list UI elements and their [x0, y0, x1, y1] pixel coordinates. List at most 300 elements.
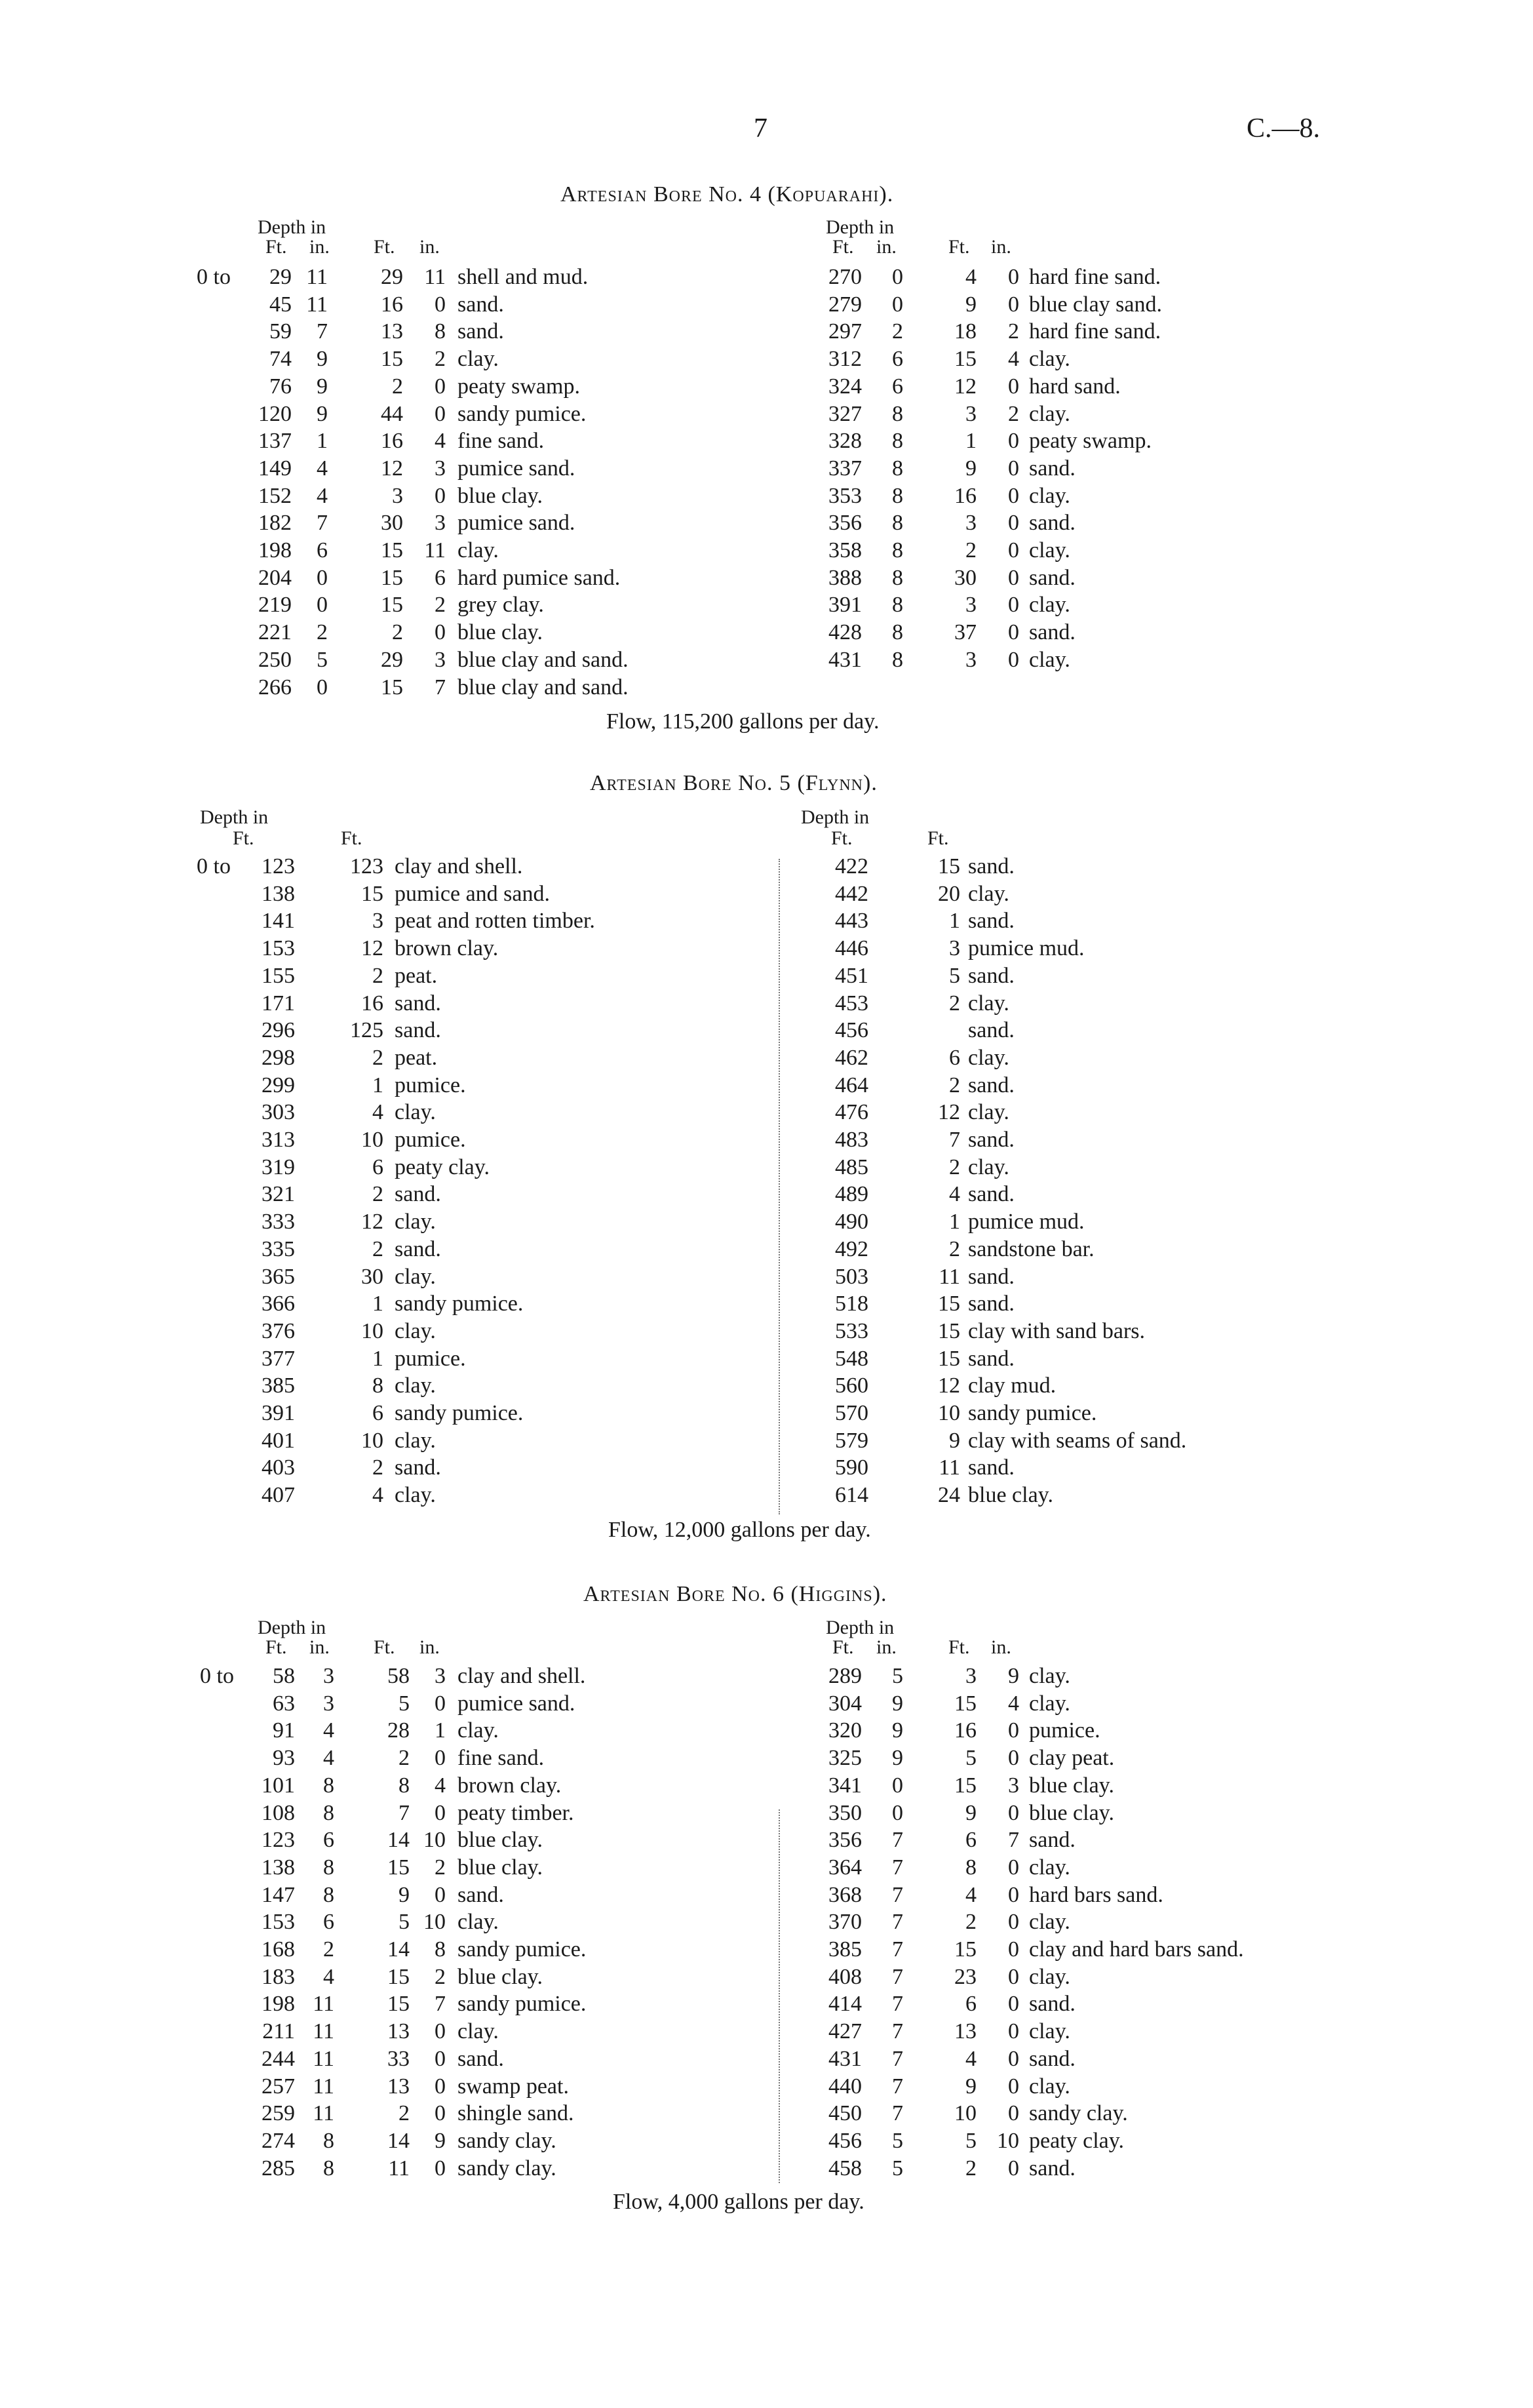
thickness-feet: 10 — [361, 1318, 383, 1343]
thickness-inches: 7 — [435, 1992, 446, 2017]
depth-feet: 313 — [262, 1128, 295, 1152]
bore6-right-header-thick-in: in. — [991, 1636, 1011, 1658]
bore6-left-header-in: in. — [309, 1636, 330, 1658]
depth-feet: 123 — [262, 1828, 295, 1853]
depth-inches: 6 — [317, 538, 328, 563]
stratum-description: clay and shell. — [395, 854, 523, 878]
thickness-feet: 3 — [372, 909, 383, 934]
stratum-description: peaty clay. — [1029, 2128, 1125, 2153]
thickness-feet: 16 — [381, 292, 403, 317]
stratum-description: clay. — [457, 347, 499, 372]
thickness-feet: 1 — [949, 1210, 960, 1234]
table-row — [0, 2074, 1533, 2102]
thickness-inches: 8 — [435, 1937, 446, 1962]
thickness-inches: 9 — [1008, 1664, 1019, 1688]
thickness-inches: 0 — [1008, 538, 1019, 563]
depth-feet: 403 — [262, 1455, 295, 1480]
thickness-feet: 10 — [361, 1428, 383, 1453]
thickness-feet: 16 — [361, 991, 383, 1016]
bore4-right-header-in: in. — [876, 236, 897, 258]
thickness-feet: 11 — [388, 2156, 410, 2181]
stratum-description: blue clay. — [457, 620, 543, 645]
depth-feet: 489 — [835, 1182, 868, 1207]
depth-feet: 391 — [262, 1401, 295, 1425]
bore4-right-header-thick-ft: Ft. — [948, 236, 970, 258]
depth-inches: 8 — [323, 1800, 334, 1825]
stratum-description: sandy pumice. — [395, 1401, 524, 1425]
stratum-description: clay. — [1029, 1964, 1070, 1989]
depth-feet: 259 — [262, 2101, 295, 2126]
stratum-description: sand. — [968, 1073, 1015, 1097]
stratum-description: clay. — [395, 1373, 436, 1398]
depth-feet: 155 — [262, 963, 295, 988]
depth-feet: 353 — [828, 483, 862, 508]
thickness-feet: 6 — [965, 1828, 977, 1853]
thickness-feet: 3 — [965, 1664, 977, 1688]
depth-feet: 579 — [835, 1428, 868, 1453]
stratum-description: sandy pumice. — [395, 1292, 524, 1316]
thickness-inches: 4 — [435, 1773, 446, 1798]
thickness-feet: 15 — [381, 675, 403, 700]
depth-feet: 182 — [258, 511, 292, 536]
table-row — [0, 347, 1533, 374]
table-row — [0, 1937, 1533, 1965]
stratum-description: pumice. — [1029, 1718, 1100, 1743]
table-row — [0, 2129, 1533, 2156]
depth-inches: 7 — [892, 2074, 903, 2099]
thickness-feet: 2 — [398, 1746, 410, 1771]
depth-feet: 450 — [828, 2101, 862, 2126]
depth-feet: 152 — [258, 483, 292, 508]
depth-feet: 492 — [835, 1236, 868, 1261]
stratum-description: sand. — [395, 1455, 441, 1480]
thickness-inches: 0 — [1008, 1964, 1019, 1989]
thickness-inches: 0 — [1008, 2046, 1019, 2071]
stratum-description: pumice mud. — [968, 936, 1085, 961]
thickness-feet: 12 — [361, 1210, 383, 1234]
table-row — [0, 1691, 1533, 1719]
thickness-feet: 15 — [938, 1346, 960, 1371]
stratum-description: sand. — [457, 319, 504, 344]
table-row — [0, 1801, 1533, 1828]
depth-feet: 407 — [262, 1483, 295, 1508]
depth-feet: 366 — [262, 1292, 295, 1316]
thickness-inches: 2 — [435, 1855, 446, 1880]
depth-feet: 171 — [262, 991, 295, 1016]
thickness-feet: 2 — [965, 538, 977, 563]
thickness-inches: 0 — [1008, 647, 1019, 672]
bore6-title-suffix: ). — [872, 1582, 887, 1606]
depth-inches: 5 — [892, 2128, 903, 2153]
stratum-description: peaty clay. — [395, 1155, 490, 1179]
stratum-description: pumice. — [395, 1128, 466, 1152]
stratum-description: clay. — [1029, 2074, 1070, 2099]
thickness-feet: 3 — [949, 936, 960, 961]
stratum-description: sandy clay. — [457, 2128, 556, 2153]
depth-feet: 341 — [828, 1773, 862, 1798]
stratum-description: clay. — [395, 1483, 436, 1508]
table-row — [0, 854, 1533, 882]
thickness-feet: 15 — [938, 1292, 960, 1316]
stratum-description: clay peat. — [1029, 1746, 1115, 1771]
depth-feet: 153 — [262, 1910, 295, 1935]
thickness-inches: 7 — [1008, 1828, 1019, 1853]
stratum-description: fine sand. — [457, 429, 545, 454]
thickness-inches: 0 — [1008, 429, 1019, 454]
thickness-feet: 14 — [387, 2128, 410, 2153]
table-row — [0, 1429, 1533, 1456]
thickness-feet: 8 — [372, 1373, 383, 1398]
stratum-description: clay. — [395, 1100, 436, 1125]
thickness-feet: 2 — [398, 2101, 410, 2126]
thickness-feet: 10 — [938, 1401, 960, 1425]
depth-feet: 428 — [828, 620, 862, 645]
stratum-description: sand. — [968, 1346, 1015, 1371]
depth-inches: 8 — [323, 2156, 334, 2181]
stratum-description: shell and mud. — [457, 265, 589, 289]
depth-feet: 490 — [835, 1210, 868, 1234]
depth-feet: 385 — [262, 1373, 295, 1398]
bore4-first-prefix: 0 to — [197, 265, 231, 289]
depth-feet: 298 — [262, 1045, 295, 1070]
bore4-title-name: Kopuarahi — [775, 182, 880, 207]
depth-inches: 11 — [313, 2019, 334, 2044]
thickness-feet: 2 — [965, 2156, 977, 2181]
thickness-feet: 3 — [965, 401, 977, 426]
stratum-description: sand. — [1029, 565, 1076, 590]
depth-feet: 408 — [828, 1964, 862, 1989]
thickness-feet: 10 — [361, 1128, 383, 1152]
stratum-description: swamp peat. — [457, 2074, 569, 2099]
stratum-description: clay and hard bars sand. — [1029, 1937, 1244, 1962]
depth-feet: 337 — [828, 456, 862, 481]
thickness-feet: 15 — [954, 347, 977, 372]
stratum-description: pumice and sand. — [395, 881, 550, 906]
stratum-description: hard sand. — [1029, 374, 1121, 399]
stratum-description: brown clay. — [457, 1773, 562, 1798]
stratum-description: sand. — [1029, 511, 1076, 536]
depth-feet: 59 — [269, 319, 292, 344]
depth-feet: 257 — [262, 2074, 295, 2099]
depth-feet: 456 — [828, 2128, 862, 2153]
depth-feet: 365 — [262, 1264, 295, 1289]
depth-inches: 5 — [892, 1664, 903, 1688]
depth-feet: 327 — [828, 401, 862, 426]
depth-inches: 11 — [313, 2074, 334, 2099]
stratum-description: sandy pumice. — [457, 1992, 587, 2017]
thickness-inches: 0 — [1008, 292, 1019, 317]
thickness-inches: 11 — [424, 265, 446, 289]
stratum-description: sandy clay. — [1029, 2101, 1128, 2126]
depth-inches: 5 — [892, 2156, 903, 2181]
table-row — [0, 1664, 1533, 1691]
thickness-feet: 4 — [949, 1182, 960, 1207]
thickness-feet: 6 — [372, 1401, 383, 1425]
depth-feet: 299 — [262, 1073, 295, 1097]
stratum-description: sand. — [1029, 1992, 1076, 2017]
depth-feet: 244 — [262, 2046, 295, 2071]
thickness-feet: 30 — [361, 1264, 383, 1289]
table-row — [0, 1965, 1533, 1992]
table-row — [0, 2047, 1533, 2074]
thickness-feet: 7 — [398, 1800, 410, 1825]
depth-feet: 270 — [828, 265, 862, 289]
thickness-inches: 0 — [435, 2019, 446, 2044]
thickness-feet: 5 — [965, 2128, 977, 2153]
stratum-description: sand. — [457, 292, 504, 317]
depth-feet: 304 — [828, 1691, 862, 1716]
depth-feet: 74 — [269, 347, 292, 372]
depth-inches: 8 — [892, 429, 903, 454]
thickness-feet: 13 — [381, 319, 403, 344]
bore4-left-header-thick-in: in. — [419, 236, 440, 258]
depth-inches: 5 — [317, 647, 328, 672]
thickness-inches: 4 — [1008, 347, 1019, 372]
stratum-description: clay. — [457, 1718, 499, 1743]
stratum-description: sandy clay. — [457, 2156, 556, 2181]
depth-inches: 7 — [892, 1882, 903, 1907]
bore4-left-header-ft: Ft. — [265, 236, 287, 258]
depth-feet: 614 — [835, 1483, 868, 1508]
thickness-inches: 2 — [435, 1964, 446, 1989]
table-row — [0, 1773, 1533, 1801]
depth-feet: 431 — [828, 647, 862, 672]
stratum-description: blue clay. — [457, 1855, 543, 1880]
depth-feet: 451 — [835, 963, 868, 988]
depth-feet: 219 — [258, 593, 292, 618]
depth-feet: 211 — [262, 2019, 295, 2044]
table-row — [0, 511, 1533, 538]
depth-inches: 8 — [892, 483, 903, 508]
depth-feet: 476 — [835, 1100, 868, 1125]
bore4-right-header-depth: Depth in — [826, 216, 895, 238]
stratum-description: sand. — [1029, 456, 1076, 481]
stratum-description: fine sand. — [457, 1746, 545, 1771]
stratum-description: sand. — [968, 1292, 1015, 1316]
bore6-left-header-ft: Ft. — [265, 1636, 287, 1658]
table-row — [0, 1128, 1533, 1155]
stratum-description: blue clay. — [457, 483, 543, 508]
thickness-inches: 0 — [1008, 2156, 1019, 2181]
thickness-inches: 0 — [1008, 1910, 1019, 1935]
thickness-inches: 0 — [1008, 2074, 1019, 2099]
thickness-inches: 0 — [435, 2046, 446, 2071]
thickness-feet: 3 — [965, 593, 977, 618]
depth-inches: 7 — [892, 2101, 903, 2126]
bore5-first-prefix: 0 to — [197, 854, 231, 878]
depth-inches: 0 — [317, 675, 328, 700]
table-row — [0, 2156, 1533, 2184]
table-row — [0, 1483, 1533, 1510]
thickness-inches: 3 — [435, 647, 446, 672]
thickness-feet: 2 — [392, 620, 403, 645]
stratum-description: sand. — [968, 1455, 1015, 1480]
table-row — [0, 1855, 1533, 1883]
stratum-description: pumice mud. — [968, 1210, 1085, 1234]
thickness-feet: 29 — [381, 647, 403, 672]
thickness-inches: 1 — [435, 1718, 446, 1743]
document-reference: C.—8. — [1247, 113, 1321, 144]
thickness-feet: 15 — [381, 347, 403, 372]
table-row — [0, 265, 1533, 292]
thickness-feet: 9 — [949, 1428, 960, 1453]
thickness-feet: 16 — [954, 1718, 977, 1743]
depth-inches: 0 — [317, 565, 328, 590]
thickness-feet: 15 — [387, 1992, 410, 2017]
depth-inches: 7 — [892, 1828, 903, 1853]
stratum-description: clay. — [395, 1264, 436, 1289]
stratum-description: pumice. — [395, 1073, 466, 1097]
depth-inches: 7 — [317, 511, 328, 536]
table-row — [0, 675, 1533, 703]
stratum-description: blue clay and sand. — [457, 647, 629, 672]
bore6-title-prefix: Artesian Bore No. 6 ( — [583, 1582, 799, 1606]
depth-feet: 483 — [835, 1128, 868, 1152]
stratum-description: clay. — [1029, 483, 1070, 508]
stratum-description: sand. — [395, 1182, 441, 1207]
thickness-feet: 2 — [949, 1073, 960, 1097]
stratum-description: sandstone bar. — [968, 1236, 1095, 1261]
thickness-feet: 12 — [938, 1373, 960, 1398]
bore6-right-header-thick-ft: Ft. — [948, 1636, 970, 1658]
depth-feet: 312 — [828, 347, 862, 372]
thickness-feet: 33 — [387, 2046, 410, 2071]
depth-feet: 350 — [828, 1800, 862, 1825]
thickness-inches: 0 — [1008, 1800, 1019, 1825]
thickness-feet: 15 — [387, 1964, 410, 1989]
thickness-feet: 15 — [938, 854, 960, 878]
thickness-feet: 16 — [954, 483, 977, 508]
stratum-description: clay. — [1029, 1691, 1070, 1716]
stratum-description: clay and shell. — [457, 1664, 586, 1688]
bore5-left-header-depth: Depth in — [200, 806, 269, 828]
stratum-description: pumice sand. — [457, 456, 575, 481]
stratum-description: blue clay. — [1029, 1773, 1114, 1798]
thickness-feet: 9 — [965, 292, 977, 317]
stratum-description: grey clay. — [457, 593, 544, 618]
stratum-description: blue clay. — [457, 1964, 543, 1989]
table-row — [0, 566, 1533, 593]
thickness-inches: 0 — [435, 401, 446, 426]
thickness-feet: 7 — [949, 1128, 960, 1152]
depth-inches: 7 — [892, 2046, 903, 2071]
stratum-description: clay with seams of sand. — [968, 1428, 1187, 1453]
depth-feet: 123 — [262, 854, 295, 878]
depth-feet: 364 — [828, 1855, 862, 1880]
depth-inches: 11 — [306, 265, 328, 289]
depth-feet: 385 — [828, 1937, 862, 1962]
depth-inches: 8 — [323, 1882, 334, 1907]
depth-feet: 422 — [835, 854, 868, 878]
thickness-inches: 0 — [435, 1746, 446, 1771]
depth-inches: 3 — [323, 1664, 334, 1688]
bore5-title-name: Flynn — [805, 771, 864, 795]
depth-inches: 8 — [323, 2128, 334, 2153]
depth-feet: 76 — [269, 374, 292, 399]
depth-inches: 6 — [323, 1910, 334, 1935]
depth-feet: 453 — [835, 991, 868, 1016]
thickness-inches: 0 — [1008, 1855, 1019, 1880]
depth-inches: 7 — [892, 1937, 903, 1962]
bore4-right-header-ft: Ft. — [832, 236, 854, 258]
thickness-feet: 3 — [965, 647, 977, 672]
thickness-feet: 29 — [381, 265, 403, 289]
depth-feet: 388 — [828, 565, 862, 590]
depth-inches: 4 — [317, 483, 328, 508]
stratum-description: peaty timber. — [457, 1800, 574, 1825]
thickness-inches: 0 — [1008, 620, 1019, 645]
thickness-inches: 2 — [1008, 401, 1019, 426]
stratum-description: sandy pumice. — [457, 401, 587, 426]
thickness-feet: 2 — [372, 1045, 383, 1070]
table-row — [0, 402, 1533, 429]
depth-inches: 0 — [892, 265, 903, 289]
depth-feet: 319 — [262, 1155, 295, 1179]
thickness-feet: 2 — [372, 963, 383, 988]
thickness-feet: 6 — [372, 1155, 383, 1179]
bore6-right-header-depth: Depth in — [826, 1617, 895, 1638]
thickness-feet: 1 — [372, 1292, 383, 1316]
stratum-description: sand. — [968, 854, 1015, 878]
stratum-description: pumice. — [395, 1346, 466, 1371]
stratum-description: sand. — [1029, 1828, 1076, 1853]
stratum-description: clay. — [968, 881, 1009, 906]
bore6-right-header-ft: Ft. — [832, 1636, 854, 1658]
thickness-feet: 11 — [939, 1264, 960, 1289]
thickness-feet: 4 — [372, 1483, 383, 1508]
thickness-inches: 0 — [1008, 483, 1019, 508]
depth-inches: 0 — [892, 292, 903, 317]
stratum-description: clay. — [1029, 1664, 1070, 1688]
stratum-description: peaty swamp. — [1029, 429, 1152, 454]
stratum-description: clay. — [395, 1210, 436, 1234]
thickness-inches: 0 — [1008, 1746, 1019, 1771]
thickness-inches: 3 — [435, 1664, 446, 1688]
thickness-feet: 2 — [392, 374, 403, 399]
bore5-right-header-ft: Ft. — [831, 827, 853, 849]
depth-inches: 4 — [323, 1718, 334, 1743]
depth-feet: 464 — [835, 1073, 868, 1097]
thickness-inches: 3 — [1008, 1773, 1019, 1798]
stratum-description: blue clay. — [1029, 1800, 1114, 1825]
table-row — [0, 1292, 1533, 1319]
thickness-inches: 2 — [435, 593, 446, 618]
thickness-inches: 0 — [1008, 1718, 1019, 1743]
table-row — [0, 1455, 1533, 1483]
bore4-title-suffix: ). — [879, 182, 894, 207]
thickness-inches: 0 — [1008, 1937, 1019, 1962]
depth-feet: 377 — [262, 1346, 295, 1371]
stratum-description: blue clay. — [968, 1483, 1053, 1508]
depth-feet: 570 — [835, 1401, 868, 1425]
thickness-inches: 0 — [435, 483, 446, 508]
thickness-feet: 18 — [954, 319, 977, 344]
page-number: 7 — [754, 113, 767, 144]
depth-feet: 462 — [835, 1045, 868, 1070]
bore4-right-header-thick-in: in. — [991, 236, 1011, 258]
stratum-description: sandy pumice. — [457, 1937, 587, 1962]
depth-feet: 108 — [262, 1800, 295, 1825]
depth-feet: 147 — [262, 1882, 295, 1907]
thickness-inches: 7 — [435, 675, 446, 700]
stratum-description: sand. — [968, 1018, 1015, 1043]
depth-inches: 9 — [317, 347, 328, 372]
depth-inches: 11 — [313, 2046, 334, 2071]
thickness-inches: 2 — [1008, 319, 1019, 344]
bore4-flow: Flow, 115,200 gallons per day. — [606, 709, 880, 734]
depth-feet: 168 — [262, 1937, 295, 1962]
stratum-description: clay. — [968, 991, 1009, 1016]
